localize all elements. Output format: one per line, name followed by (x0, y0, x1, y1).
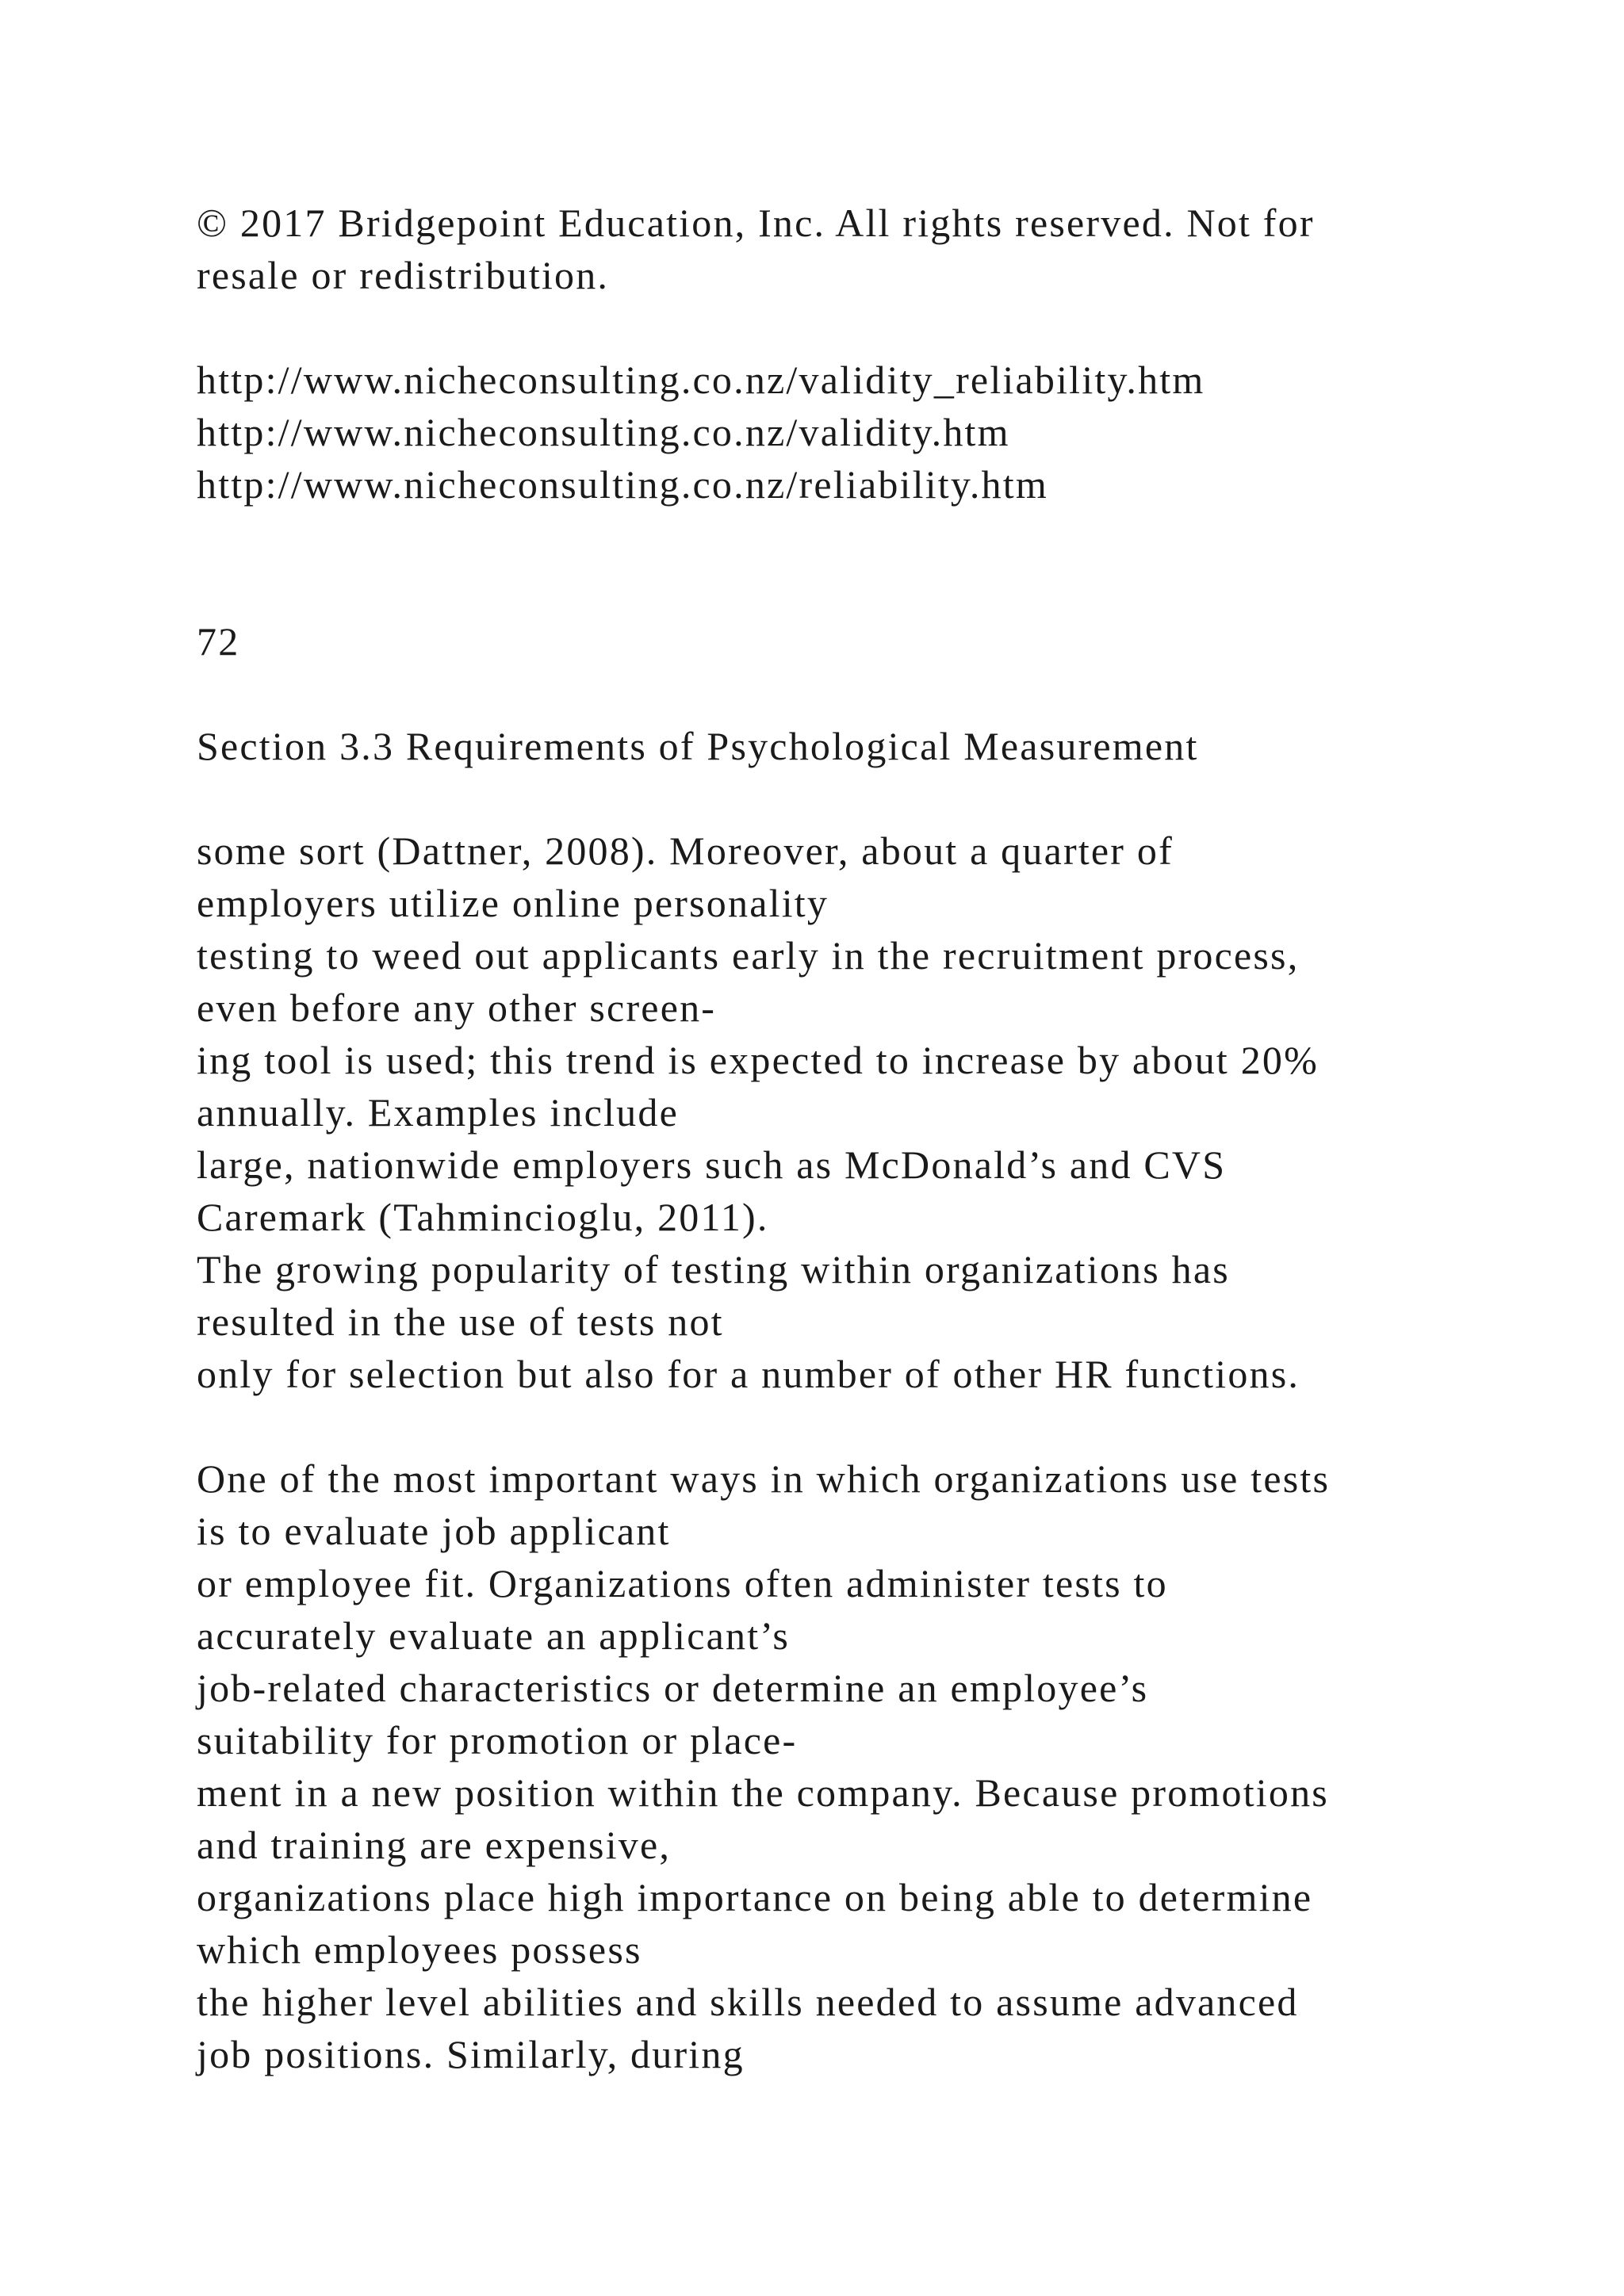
page-number: 72 (197, 619, 240, 664)
reference-link-2: http://www.nicheconsulting.co.nz/validity.htm (197, 410, 1010, 454)
paragraph-1-line: only for selection but also for a number of other HR functions. (197, 1352, 1300, 1396)
paragraph-1-line: ing tool is used; this trend is expected to increase by about 20% (197, 1038, 1319, 1082)
paragraph-2-line: job-related characteristics or determine an employee’s (197, 1666, 1149, 1710)
paragraph-2-line: the higher level abilities and skills needed to assume advanced (197, 1980, 1299, 2024)
section-heading: Section 3.3 Requirements of Psychological Measurement (197, 724, 1199, 768)
paragraph-2-line: is to evaluate job applicant (197, 1509, 671, 1553)
copyright-line-1: © 2017 Bridgepoint Education, Inc. All rights reserved. Not for (197, 201, 1315, 245)
paragraph-1-line: employers utilize online personality (197, 881, 829, 925)
paragraph-1-line: Caremark (Tahmincioglu, 2011). (197, 1195, 769, 1239)
paragraph-1-line: large, nationwide employers such as McDonald’s and CVS (197, 1142, 1227, 1187)
paragraph-2-line: One of the most important ways in which organizations use tests (197, 1456, 1331, 1501)
reference-link-3: http://www.nicheconsulting.co.nz/reliability.htm (197, 462, 1048, 507)
paragraph-2-line: and training are expensive, (197, 1823, 672, 1867)
paragraph-2-line: organizations place high importance on being able to determine (197, 1875, 1313, 1919)
paragraph-2-line: or employee fit. Organizations often administer tests to (197, 1561, 1168, 1605)
paragraph-1-line: even before any other screen- (197, 985, 717, 1030)
paragraph-1-line: testing to weed out applicants early in the recruitment process, (197, 933, 1300, 978)
paragraph-2-line: job positions. Similarly, during (197, 2032, 745, 2076)
paragraph-1-line: annually. Examples include (197, 1090, 679, 1135)
paragraph-2-line: ment in a new position within the company. Because promotions (197, 1770, 1329, 1815)
paragraph-2-line: accurately evaluate an applicant’s (197, 1613, 791, 1658)
reference-link-1: http://www.nicheconsulting.co.nz/validity_reliability.htm (197, 358, 1205, 402)
copyright-line-2: resale or redistribution. (197, 253, 610, 297)
paragraph-2-line: which employees possess (197, 1927, 642, 1972)
paragraph-1-line: resulted in the use of tests not (197, 1299, 724, 1344)
paragraph-1-line: some sort (Dattner, 2008). Moreover, about a quarter of (197, 828, 1174, 873)
paragraph-1-line: The growing popularity of testing within organizations has (197, 1247, 1230, 1292)
paragraph-2-line: suitability for promotion or place- (197, 1718, 798, 1762)
